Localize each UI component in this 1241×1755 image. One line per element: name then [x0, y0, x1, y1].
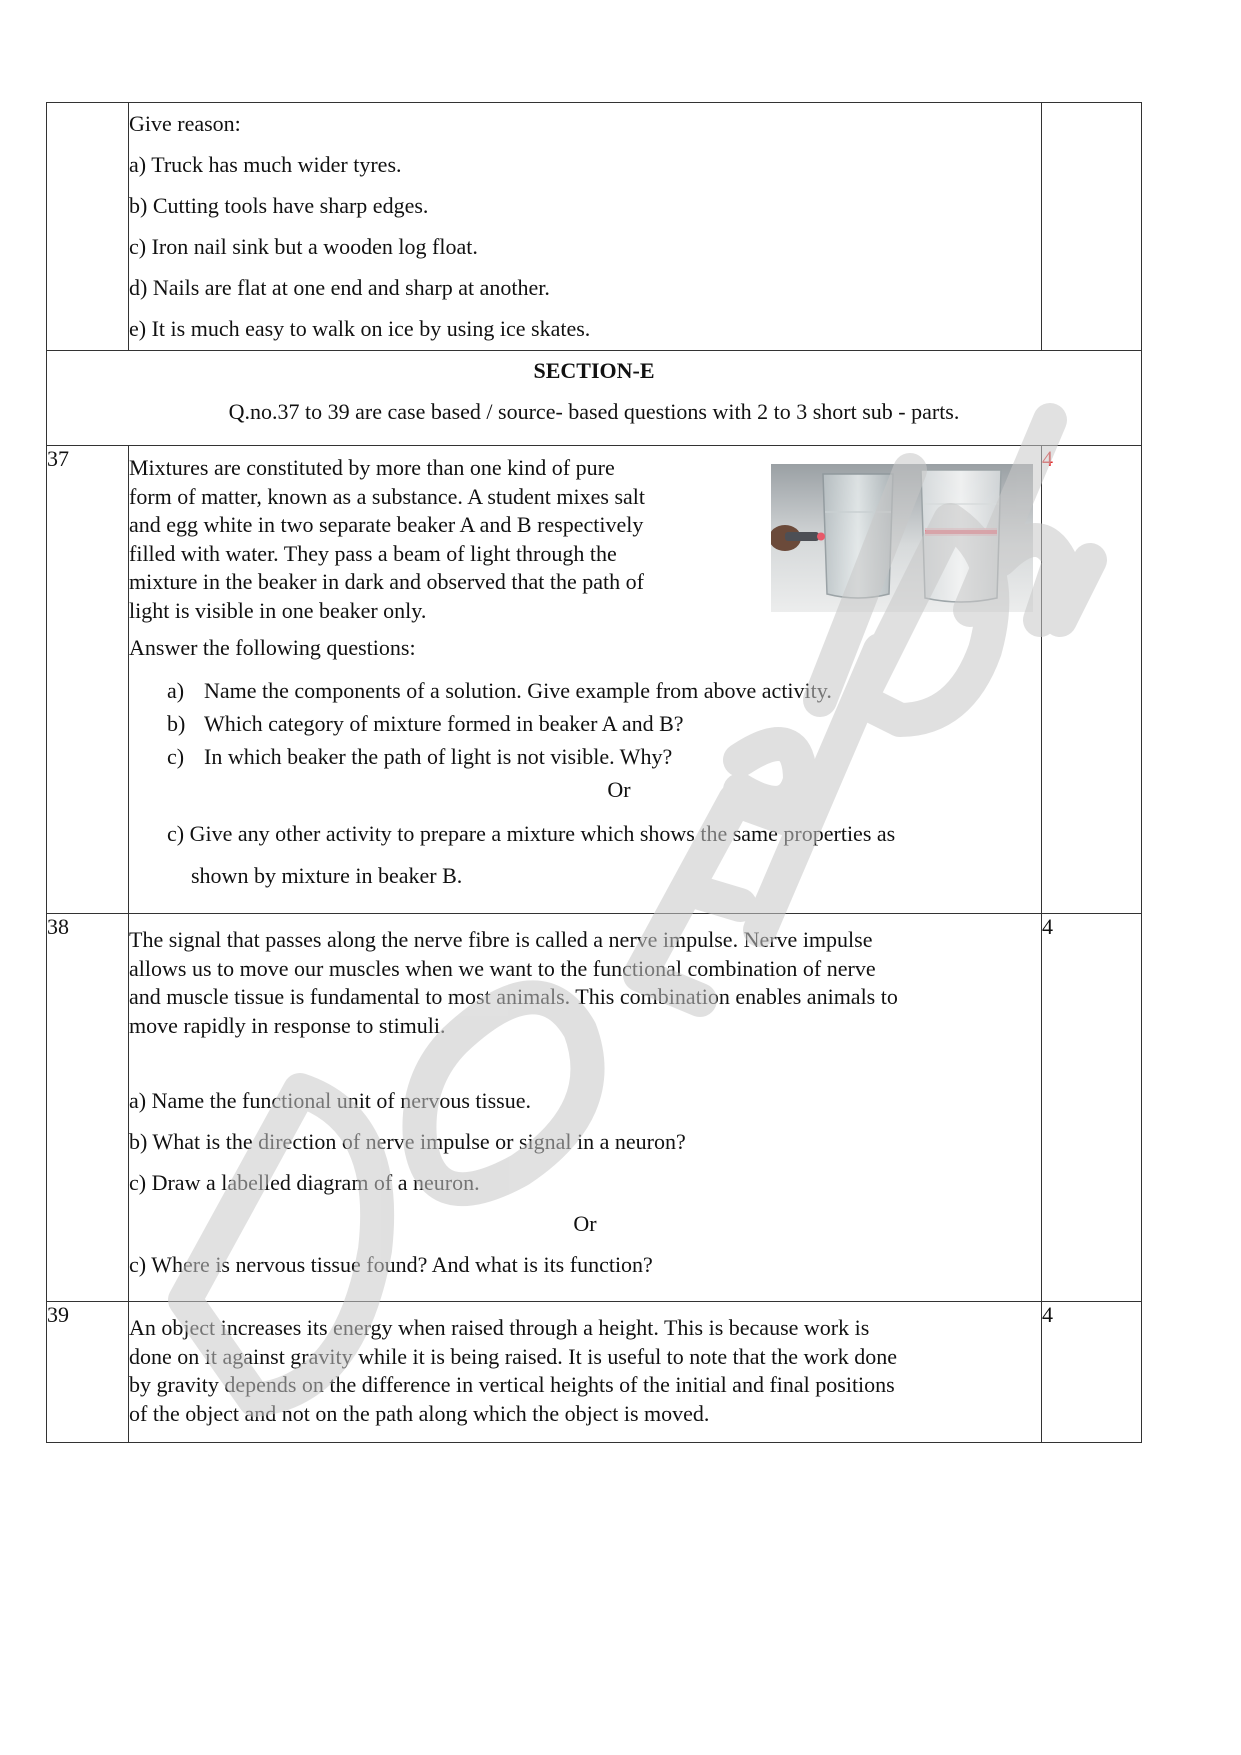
q38-passage-line: and muscle tissue is fundamental to most animals. This combination enables animals to	[129, 984, 898, 1009]
q37-passage-line: mixture in the beaker in dark and observed that the path of	[129, 569, 644, 594]
q36-row	[47, 103, 1142, 351]
q36-prompt: Give reason:	[129, 111, 241, 136]
q37-number: 37	[47, 446, 129, 914]
question-paper-table	[46, 102, 1142, 1443]
q37-passage	[129, 454, 729, 625]
q37-item-a-text: Name the components of a solution. Give example from above activity.	[204, 678, 832, 703]
list-item	[167, 707, 1041, 740]
q37-instruction: Answer the following questions:	[129, 635, 416, 660]
q38-part-b: b) What is the direction of nerve impulse or signal in a neuron?	[129, 1129, 686, 1154]
list-item	[167, 674, 1041, 707]
q37-item-a-label: a)	[167, 678, 185, 703]
q38-number: 38	[47, 914, 129, 1302]
q37-or: Or	[607, 777, 631, 802]
q39-passage-line: of the object and not on the path along which the object is moved.	[129, 1400, 710, 1426]
q38-part-a: a) Name the functional unit of nervous tissue.	[129, 1088, 532, 1113]
q36-part-a: a) Truck has much wider tyres.	[129, 152, 402, 177]
q37-item-c-text: In which beaker the path of light is not visible. Why?	[204, 744, 673, 769]
q38-passage-line: move rapidly in response to stimuli.	[129, 1012, 446, 1038]
tyndall-effect-beakers-image	[771, 464, 1033, 612]
list-item	[167, 740, 1041, 773]
q36-body	[129, 103, 1042, 351]
q39-passage-line: by gravity depends on the difference in vertical heights of the initial and final positions	[129, 1372, 895, 1397]
q38-row	[47, 914, 1142, 1302]
section-header-row	[47, 351, 1142, 446]
q37-marks: 4	[1042, 446, 1142, 914]
q37-item-b-text: Which category of mixture formed in beaker A and B?	[204, 711, 684, 736]
q37-passage-line: light is visible in one beaker only.	[129, 597, 427, 623]
q38-part-c: c) Draw a labelled diagram of a neuron.	[129, 1170, 480, 1195]
q36-part-b: b) Cutting tools have sharp edges.	[129, 193, 429, 218]
section-header	[47, 351, 1142, 446]
q36-marks-cell	[1042, 103, 1142, 351]
q38-body	[129, 914, 1042, 1302]
q37-passage-line: form of matter, known as a substance. A student mixes salt	[129, 483, 646, 509]
q39-marks: 4	[1042, 1302, 1142, 1443]
q36-part-d: d) Nails are flat at one end and sharp at another.	[129, 275, 550, 300]
q36-part-e: e) It is much easy to walk on ice by using ice skates.	[129, 316, 591, 341]
q39-row	[47, 1302, 1142, 1443]
q37-passage-line: filled with water. They pass a beam of light through the	[129, 540, 617, 566]
q38-or: Or	[573, 1211, 597, 1236]
section-title: SECTION-E	[533, 358, 655, 383]
q37-subquestions	[167, 674, 1041, 773]
q37-alt-line-1: c) Give any other activity to prepare a mixture which shows the same properties as	[167, 821, 896, 846]
q36-part-c: c) Iron nail sink but a wooden log float.	[129, 234, 478, 259]
q37-passage-line: Mixtures are constituted by more than one kind of pure	[129, 455, 615, 480]
q38-alt: c) Where is nervous tissue found? And what is its function?	[129, 1252, 653, 1277]
q37-item-b-label: b)	[167, 711, 186, 736]
q37-body	[129, 446, 1042, 914]
q36-number-cell	[47, 103, 129, 351]
q37-item-c-label: c)	[167, 744, 185, 769]
q38-passage-line: The signal that passes along the nerve fibre is called a nerve impulse. Nerve impulse	[129, 927, 873, 952]
q39-passage-line: An object increases its energy when raised through a height. This is because work is	[129, 1315, 870, 1340]
q38-passage-line: allows us to move our muscles when we want to the functional combination of nerve	[129, 955, 876, 981]
section-note: Q.no.37 to 39 are case based / source- based questions with 2 to 3 short sub - parts.	[228, 399, 960, 424]
q39-number: 39	[47, 1302, 129, 1443]
q37-row	[47, 446, 1142, 914]
q37-alt-line-2: shown by mixture in beaker B.	[191, 863, 463, 888]
q39-body	[129, 1302, 1042, 1443]
q38-marks: 4	[1042, 914, 1142, 1302]
q37-passage-line: and egg white in two separate beaker A and B respectively	[129, 512, 644, 537]
q39-passage-line: done on it against gravity while it is being raised. It is useful to note that the work done	[129, 1343, 898, 1369]
